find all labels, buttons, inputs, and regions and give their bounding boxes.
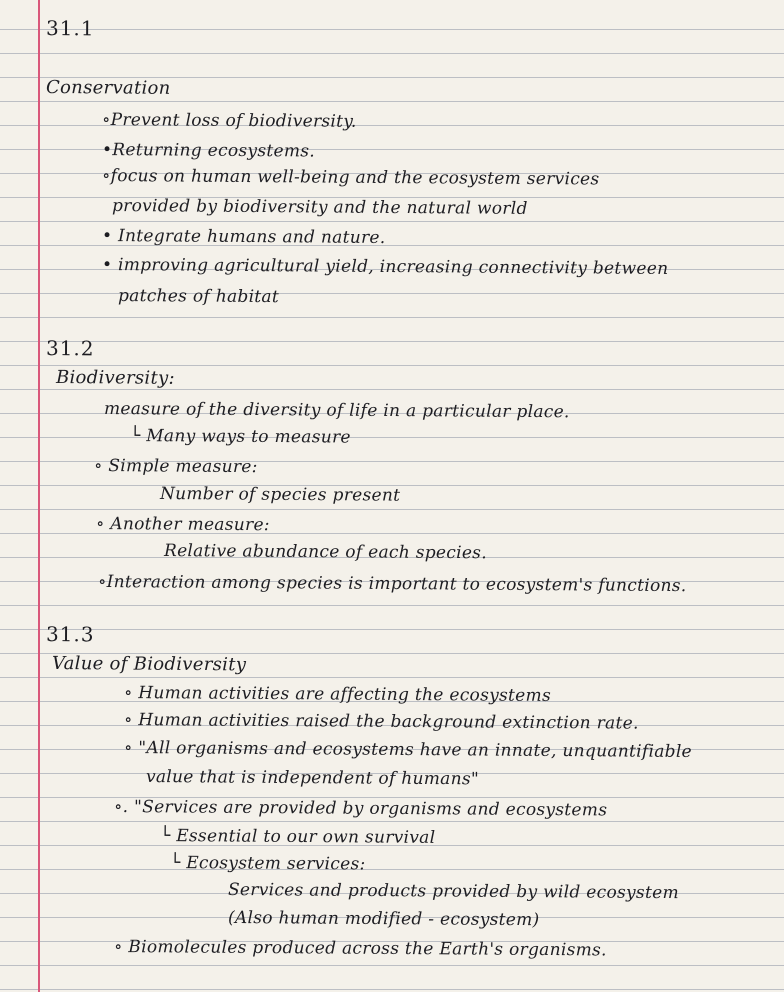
note-line: ∘ Simple measure: — [93, 456, 258, 478]
note-line: Relative abundance of each species. — [163, 541, 488, 564]
section-title-conservation: Conservation — [45, 77, 171, 99]
note-line: value that is independent of humans" — [145, 767, 480, 790]
note-line: (Also human modified - ecosystem) — [227, 908, 540, 931]
note-line: └ Ecosystem services: — [169, 853, 366, 875]
note-line: ∘Prevent loss of biodiversity. — [101, 110, 357, 132]
section-title-value-of-biodiversity: Value of Biodiversity — [51, 653, 247, 676]
note-line: ∘ Human activities are affecting the ecosystems — [123, 683, 552, 706]
note-line: ∘ "All organisms and ecosystems have an innate, unquantifiable — [123, 738, 693, 762]
section-heading-31-1: 31.1 — [45, 16, 95, 41]
note-line: measure of the diversity of life in a particular place. — [103, 399, 570, 423]
note-line: •Returning ecosystems. — [101, 140, 316, 162]
margin-line — [38, 0, 40, 992]
note-line: ∘ Biomolecules produced across the Earth's organisms. — [113, 937, 607, 961]
note-line: • improving agricultural yield, increasing connectivity between — [101, 255, 669, 279]
note-line: ∘focus on human well-being and the ecosystem services — [101, 166, 600, 190]
section-heading-31-2: 31.2 — [45, 336, 95, 361]
note-line: • Integrate humans and nature. — [101, 226, 386, 248]
note-line: ∘ Human activities raised the background extinction rate. — [123, 710, 639, 734]
note-line: ∘ Another measure: — [95, 514, 270, 536]
note-line: ∘. "Services are provided by organisms and ecosystems — [113, 797, 608, 821]
section-heading-31-3: 31.3 — [45, 622, 95, 647]
note-line: ∘Interaction among species is important to ecosystem's functions. — [97, 572, 687, 597]
note-line: Services and products provided by wild ecosystem — [227, 880, 679, 904]
note-line: Number of species present — [159, 484, 401, 506]
section-title-biodiversity: Biodiversity: — [55, 367, 175, 389]
note-line: └ Essential to our own survival — [159, 826, 436, 848]
note-line: patches of habitat — [117, 286, 280, 308]
note-line: └ Many ways to measure — [129, 426, 351, 448]
note-line: provided by biodiversity and the natural world — [111, 196, 528, 219]
